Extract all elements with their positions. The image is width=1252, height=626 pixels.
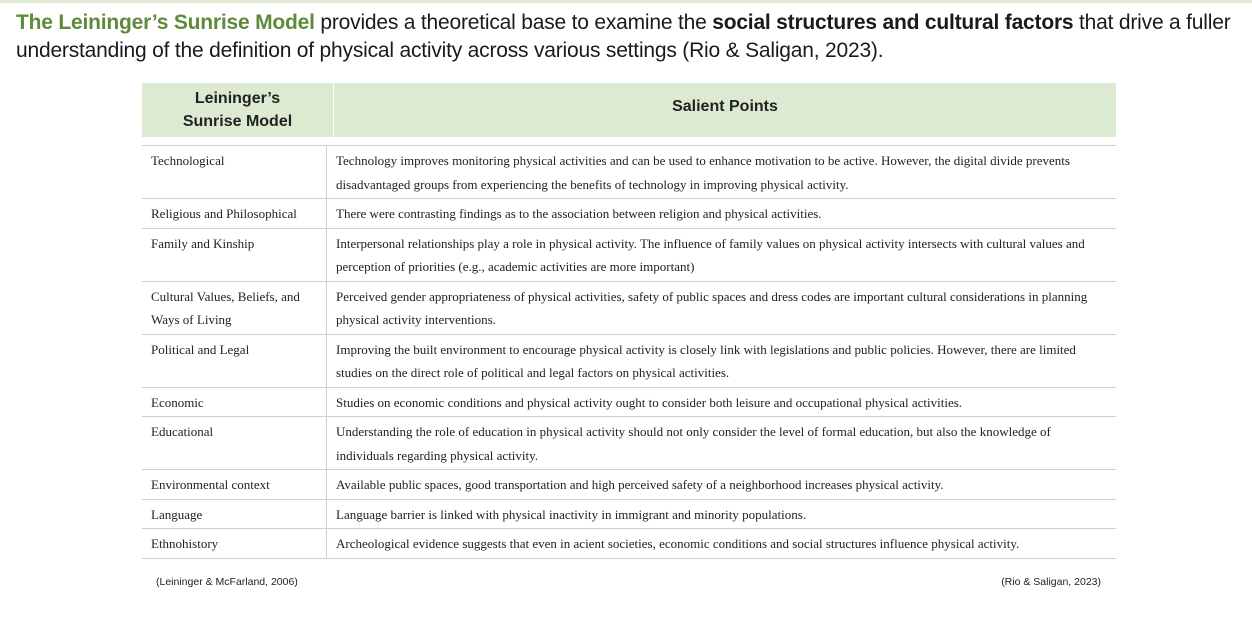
table-row (142, 146, 1116, 199)
salient-point-cell: Studies on economic conditions and physical activity ought to consider both leisure and occupational physical activities. (336, 394, 963, 410)
salient-point-cell: Language barrier is linked with physical inactivity in immigrant and minority populations. (336, 506, 807, 522)
intro-text-1: provides a theoretical base to examine the (314, 11, 713, 34)
sunrise-model-table (142, 83, 1116, 559)
factor-cell: Educational (142, 417, 327, 469)
salient-point-cell: Improving the built environment to encourage physical activity is closely link with legislations and public policies. However, there are limited studies on the direct role of political and legal factors on physical activities. (336, 341, 1076, 380)
table-row (142, 417, 1116, 470)
factor-cell: Environmental context (142, 470, 327, 499)
header-model-column (142, 83, 334, 137)
table-row (142, 199, 1116, 229)
intro-paragraph (16, 9, 1241, 65)
header-salient-points: Salient Points (672, 98, 778, 115)
table-row (142, 500, 1116, 530)
table-row (142, 229, 1116, 282)
salient-point-cell: Archeological evidence suggests that even in acient societies, economic conditions and social structures influence physical activity. (336, 536, 1020, 551)
salient-point-cell: Interpersonal relationships play a role in physical activity. The influence of family values on physical activity intersects with cultural values and perception of priorities (e.g., academic activities are more important) (336, 235, 1085, 274)
salient-point-cell: Technology improves monitoring physical activities and can be used to enhance motivation to be active. However, the digital divide prevents disadvantaged groups from experiencing the benefits of technology in improving physical activity. (336, 153, 1070, 192)
factor-cell: Religious and Philosophical (142, 199, 327, 228)
table-header (142, 83, 1116, 137)
header-col1-line1: Leininger’s (194, 90, 281, 107)
factor-cell: Family and Kinship (142, 229, 327, 281)
table-row (142, 529, 1116, 559)
factor-cell: Ethnohistory (142, 529, 327, 558)
salient-point-cell: Available public spaces, good transportation and high perceived safety of a neighborhood increases physical activity. (336, 477, 944, 492)
citation-right: (Rio & Saligan, 2023) (1001, 576, 1101, 588)
factor-cell: Language (142, 500, 327, 529)
table-row (142, 388, 1116, 418)
factor-cell: Cultural Values, Beliefs, and Ways of Living (142, 282, 327, 334)
citation-left: (Leininger & McFarland, 2006) (156, 576, 298, 588)
table-row (142, 282, 1116, 335)
salient-point-cell: There were contrasting findings as to the association between religion and physical activities. (336, 206, 822, 221)
table-body (142, 145, 1116, 559)
intro-emphasis: social structures and cultural factors (712, 11, 1074, 34)
intro-text-2: that drive a fuller understanding of the definition of physical activity across various settings (Rio & Saligan, 2023). (16, 11, 1231, 62)
table-row (142, 335, 1116, 388)
factor-cell: Technological (142, 146, 327, 198)
factor-cell: Political and Legal (142, 335, 327, 387)
salient-point-cell: Perceived gender appropriateness of physical activities, safety of public spaces and dress codes are important cultural considerations in planning physical activity interventions. (336, 288, 1088, 327)
salient-point-cell: Understanding the role of education in physical activity should not only consider the level of formal education, but also the knowledge of individuals regarding physical activity. (336, 424, 1051, 463)
header-col1-line2: Sunrise Model (182, 113, 293, 130)
table-row (142, 470, 1116, 500)
factor-cell: Economic (142, 388, 327, 417)
top-rule (0, 0, 1252, 3)
model-name: The Leininger’s Sunrise Model (16, 11, 315, 34)
